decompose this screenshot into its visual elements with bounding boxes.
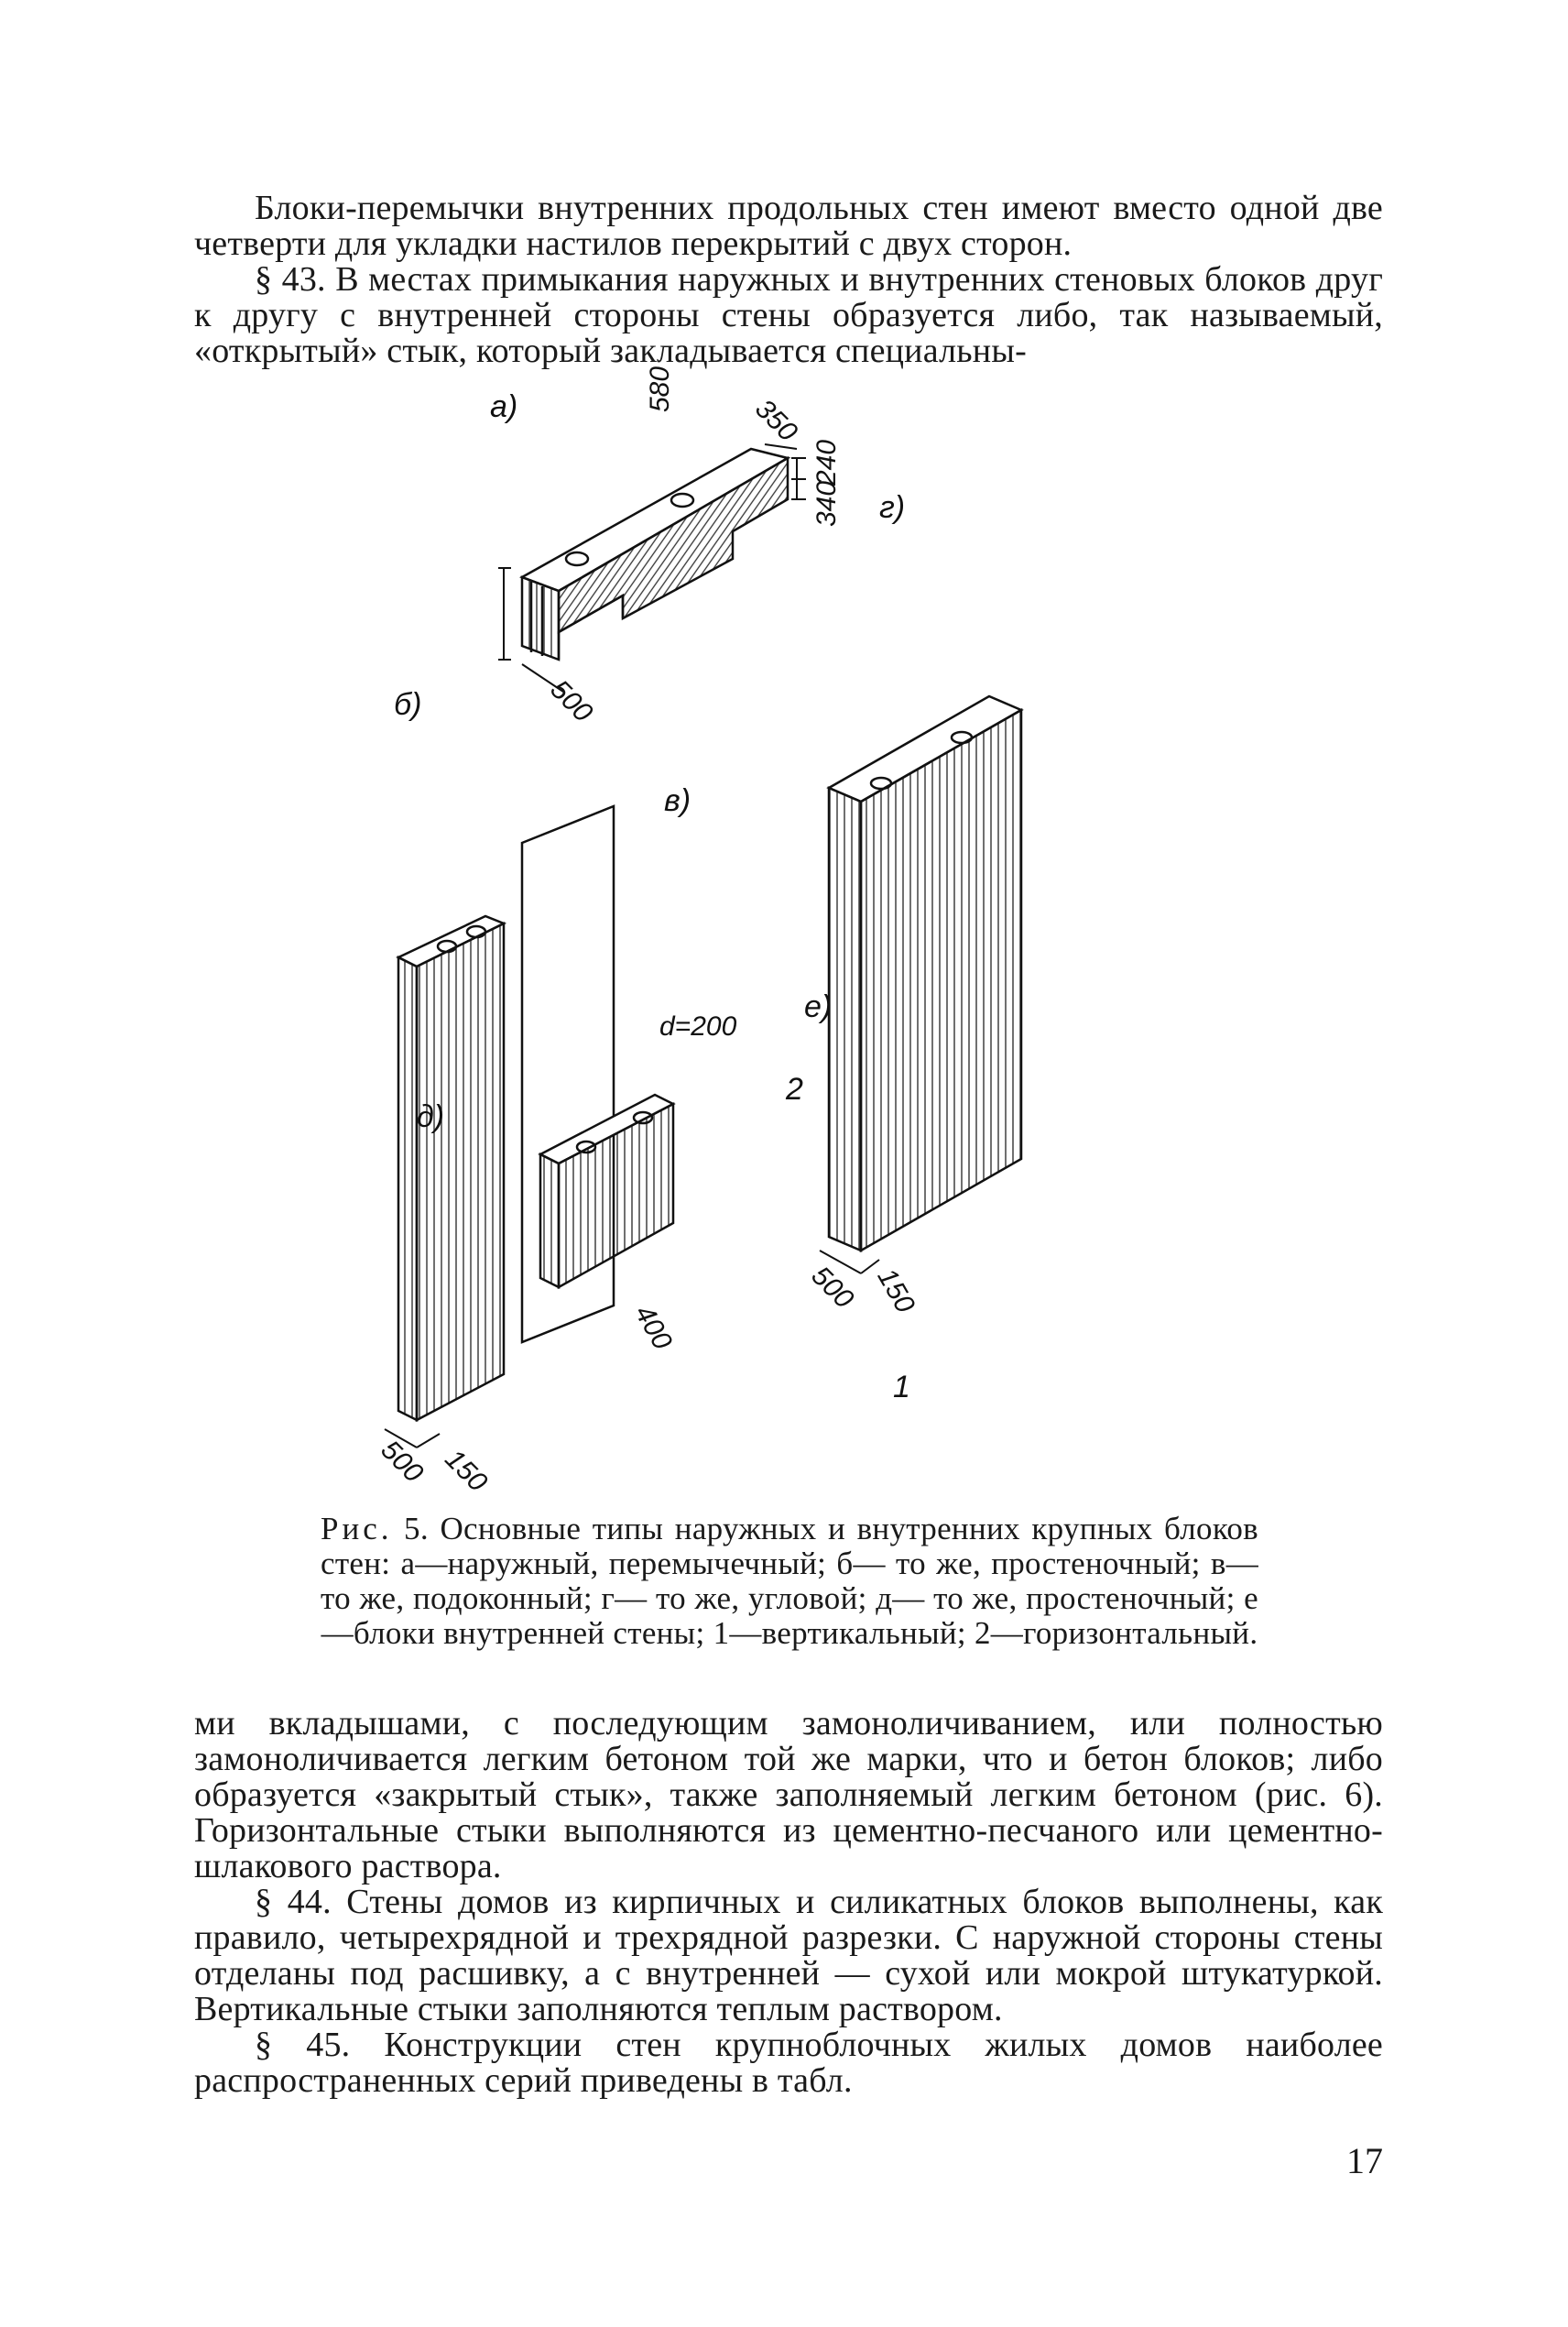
- paragraph-45: § 45. Конструкции стен крупноблочных жилых домов наиболее распространенных серий приведены в табл.: [194, 2026, 1383, 2100]
- label-b: б): [394, 687, 422, 722]
- block-a-lintel: [522, 449, 788, 660]
- paragraph: Блоки-перемычки внутренних продольных стен имеют вместо одной две четверти для укладки настилов перекрытий с двух сторон.: [194, 189, 1383, 263]
- dim-v-400: 400: [628, 1300, 679, 1355]
- figure-5-blocks: [375, 366, 1319, 1498]
- dim-g-150: 150: [871, 1263, 921, 1318]
- dim-g-500: 500: [805, 1261, 860, 1315]
- dim-a-500: 500: [544, 674, 599, 728]
- paragraph-continued: ми вкладышами, с последующим замоноличиванием, или полностью замоноличивается легким бетоном той же марки, что и бетон блоков; либо образуется «закрытый стык», также заполняемый легким бетоном (рис. 6). Горизонтальные стыки выполняются из цементно-песчаного или цементно-шлакового раствора.: [194, 1704, 1383, 1885]
- label-d: д): [417, 1099, 445, 1134]
- page-number: 17: [1346, 2140, 1383, 2181]
- label-e: е): [804, 989, 833, 1024]
- label-1: 1: [893, 1370, 910, 1404]
- caption-prefix: Рис.: [321, 1511, 393, 1546]
- paragraph-43: § 43. В местах примыкания наружных и внутренних стеновых блоков друг к другу с внутренней стороны стены образуется либо, так называемый, «открытый» стык, который закладывается специальны-: [194, 260, 1383, 370]
- block-b-pier: [398, 916, 504, 1420]
- dim-d-diam: d=200: [659, 1011, 737, 1042]
- bottom-text-block: [194, 1706, 1383, 2099]
- dim-a-240: 240: [811, 439, 842, 486]
- label-a: а): [490, 389, 518, 424]
- label-2: 2: [786, 1072, 803, 1107]
- paragraph-44: § 44. Стены домов из кирпичных и силикатных блоков выполнены, как правило, четырехрядной и трехрядной разрезки. С наружной стороны стены отделаны под расшивку, а с внутренней — сухой или мокрой штукатуркой. Вертикальные стыки заполняются теплым раствором.: [194, 1883, 1383, 2028]
- label-g: г): [879, 490, 906, 525]
- caption-text: 5. Основные типы наружных и внутренних крупных блоков стен: а—наружный, перемычечный; б— то же, простеночный; в—то же, подоконный; г— то же, угловой; д— то же, простеночный; е—блоки внутренней стены; 1—вертикальный; 2—горизонтальный.: [321, 1511, 1258, 1651]
- dim-a-340: 340: [811, 480, 842, 527]
- dim-b-500: 500: [375, 1435, 430, 1489]
- top-text-block: [194, 191, 1383, 369]
- dim-a-350: 350: [749, 393, 803, 448]
- dim-a-580: 580: [645, 366, 675, 412]
- figure-caption: [321, 1512, 1258, 1651]
- dim-b-150: 150: [439, 1444, 494, 1498]
- label-v: в): [664, 783, 691, 818]
